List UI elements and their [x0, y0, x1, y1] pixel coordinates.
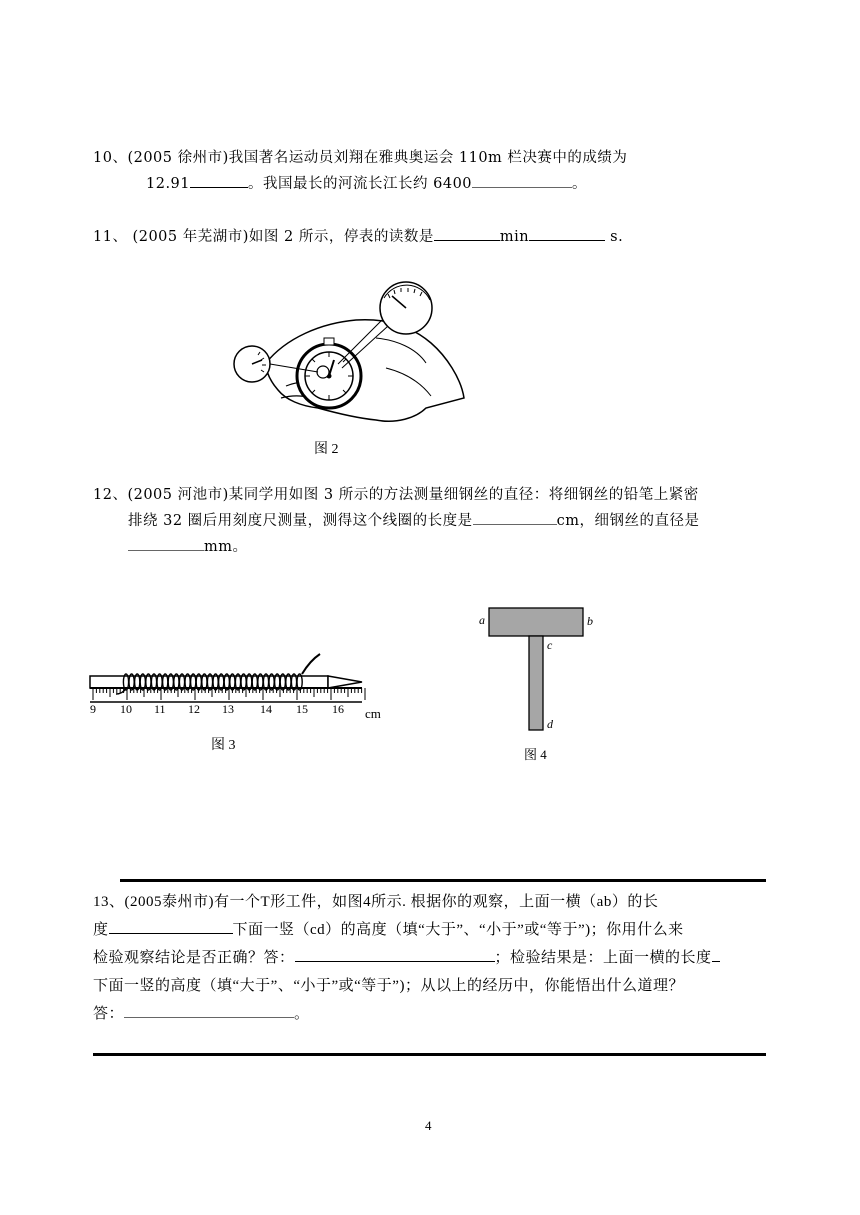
ruler-tick-label: 10	[120, 702, 132, 716]
figure-4-caption: 图 4	[524, 747, 547, 762]
question-13-line3	[93, 945, 720, 971]
ruler-tick-label: 16	[332, 702, 344, 716]
q12-text-1: 排绕 32 圈后用刻度尺测量，测得这个线圈的长度是	[128, 513, 473, 529]
question-13-line4: 下面一竖的高度（填“大于”、“小于”或“等于”)；从以上的经历中，你能悟出什么道理？	[93, 978, 684, 994]
q12-text-2: cm，细钢丝的直径是	[556, 513, 700, 529]
t-label-d: d	[547, 717, 553, 731]
question-10-line1: 10、(2005 徐州市)我国著名运动员刘翔在雅典奥运会 110m 栏决赛中的成绩为	[93, 150, 628, 166]
question-11	[93, 225, 623, 249]
q12-unit-mm: mm。	[204, 539, 248, 555]
question-12-line1: 12、(2005 河池市)某同学用如图 3 所示的方法测量细钢丝的直径：将细钢丝的铅笔上紧密	[93, 487, 699, 503]
q11-unit-s: s.	[605, 229, 624, 245]
question-13-line5	[93, 1001, 310, 1027]
ruler-tick-label: 15	[296, 702, 308, 716]
q13-text-5: 答：	[93, 1006, 125, 1022]
q13-blank-3[interactable]	[712, 947, 720, 962]
q13-text-1: 度	[93, 922, 109, 938]
stopwatch-figure	[226, 268, 466, 438]
ruler-tick-label: 11	[154, 702, 166, 716]
q10-answer-1: 12.91	[146, 176, 191, 192]
q11-blank-min[interactable]	[434, 226, 500, 241]
question-12-line2	[128, 509, 700, 533]
question-10-line2	[146, 172, 587, 196]
top-divider	[120, 879, 766, 882]
q13-blank-1[interactable]	[109, 919, 233, 934]
ruler-tick-label: 9	[90, 702, 96, 716]
t-label-c: c	[547, 638, 553, 652]
q11-text-1: 11、 (2005 年芜湖市)如图 2 所示，停表的读数是	[93, 229, 434, 245]
question-13-line2	[93, 917, 684, 943]
q10-text-2: 。我国最长的河流长江长约 6400	[248, 176, 473, 192]
question-13-line1: 13、(2005泰州市)有一个T形工件，如图4所示. 根据你的观察，上面一横（ab）的长	[93, 894, 659, 910]
ruler-tick-label: 12	[188, 702, 200, 716]
ruler-unit-label: cm	[365, 706, 381, 721]
ruler-tick-label: 14	[260, 702, 272, 716]
t-label-a: a	[479, 613, 485, 627]
t-label-b: b	[587, 614, 593, 628]
q13-text-6: 。	[294, 1006, 310, 1022]
figure-2-caption: 图 2	[314, 442, 339, 457]
q13-text-3: 检验观察结论是否正确？答：	[93, 950, 295, 966]
q11-unit-min: min	[499, 229, 530, 245]
q10-blank-2[interactable]	[472, 173, 572, 188]
q11-blank-sec[interactable]	[529, 226, 605, 241]
q13-blank-2[interactable]	[295, 947, 495, 962]
question-12-line3	[128, 535, 248, 559]
q10-text-3: 。	[572, 176, 588, 192]
q12-blank-cm[interactable]	[473, 510, 557, 525]
ruler-tick-label: 13	[222, 702, 234, 716]
q13-blank-4[interactable]	[124, 1003, 294, 1018]
ruler-tick-labels	[90, 702, 390, 722]
bottom-divider	[93, 1053, 766, 1056]
page-number: 4	[425, 1118, 432, 1133]
q13-text-2: 下面一竖（cd）的高度（填“大于”、“小于”或“等于”)；你用什么来	[232, 922, 684, 938]
q12-blank-mm[interactable]	[128, 536, 204, 551]
figure-3-caption: 图 3	[211, 738, 236, 753]
q10-blank-1[interactable]	[190, 173, 248, 188]
q13-text-4: ；检验结果是：上面一横的长度	[494, 950, 712, 966]
